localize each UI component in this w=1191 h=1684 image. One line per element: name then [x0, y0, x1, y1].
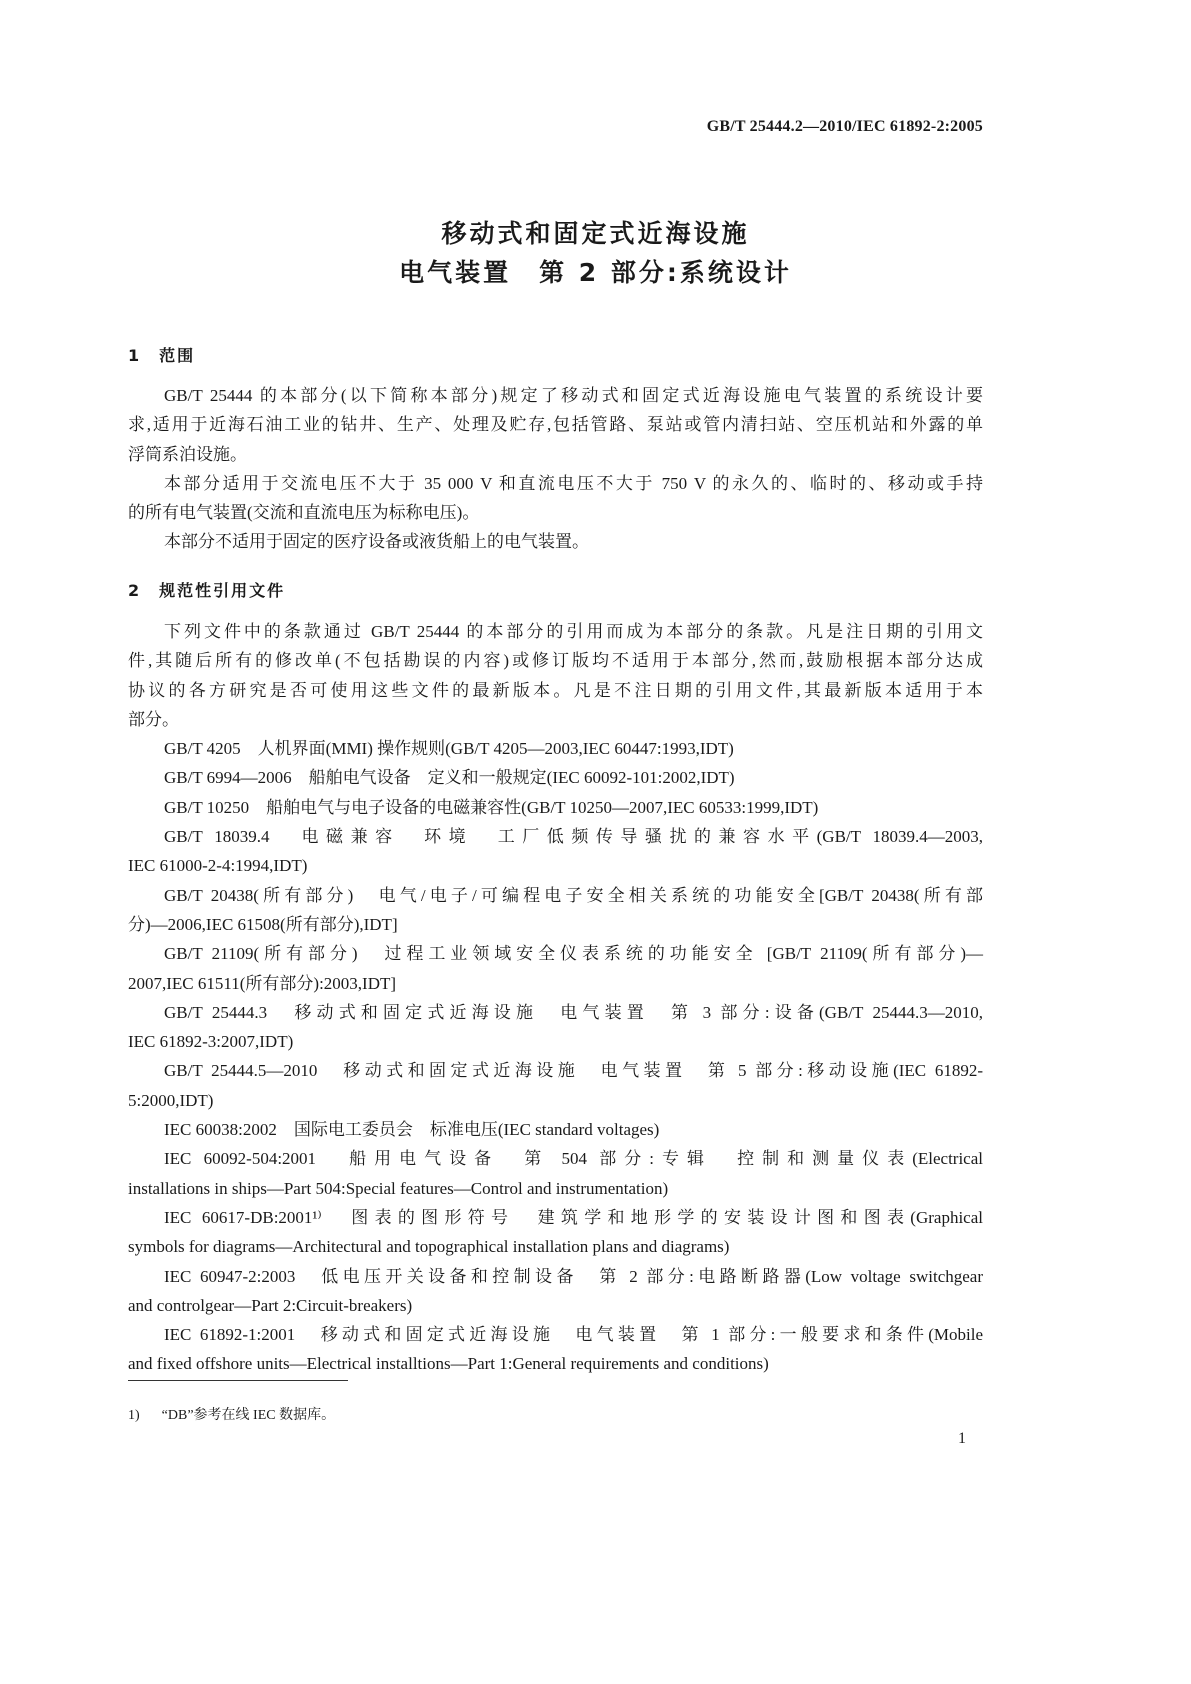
- text-line: IEC 60092-504:2001 船用电气设备 第 504 部分:专辑 控制和测量仪表(Electrical: [164, 1149, 983, 1169]
- section-1-heading: 1 范围: [128, 346, 196, 365]
- text-line: 部分。: [128, 709, 179, 729]
- paragraph: [128, 881, 983, 940]
- footnote-divider: [128, 1380, 348, 1381]
- text-line: IEC 61892-3:2007,IDT): [128, 1032, 294, 1052]
- page-number: 1: [958, 1430, 966, 1447]
- footnote-text: “DB”参考在线 IEC 数据库。: [161, 1408, 336, 1423]
- text-line: IEC 60947-2:2003 低电压开关设备和控制设备 第 2 部分:电路断路器(Low voltage switchgear: [164, 1266, 983, 1286]
- text-line: 5:2000,IDT): [128, 1090, 214, 1110]
- text-line: GB/T 20438(所有部分) 电气/电子/可编程电子安全相关系统的功能安全[GB/T 20438(所有部: [164, 885, 983, 905]
- text-line: GB/T 25444 的本部分(以下简称本部分)规定了移动式和固定式近海设施电气装置的系统设计要: [164, 386, 983, 405]
- paragraph: [128, 1144, 983, 1203]
- text-line: GB/T 21109(所有部分) 过程工业领域安全仪表系统的功能安全 [GB/T 21109(所有部分)—: [164, 944, 983, 964]
- paragraph: [128, 763, 983, 792]
- text-line: 本部分不适用于固定的医疗设备或液货船上的电气装置。: [164, 532, 589, 552]
- text-line: IEC 61000-2-4:1994,IDT): [128, 856, 308, 876]
- text-line: installations in ships—Part 504:Special features—Control and instrumentation): [128, 1178, 669, 1198]
- section-2-body: [128, 617, 983, 1379]
- paragraph: [128, 793, 983, 822]
- text-line: 浮筒系泊设施。: [128, 444, 247, 464]
- text-line: IEC 60038:2002 国际电工委员会 标准电压(IEC standard voltages): [164, 1120, 660, 1140]
- text-line: 件,其随后所有的修改单(不包括勘误的内容)或修订版均不适用于本部分,然而,鼓励根据本部分达成: [128, 651, 983, 671]
- paragraph: [128, 527, 983, 556]
- paragraph: [128, 939, 983, 998]
- text-line: symbols for diagrams—Architectural and topographical installation plans and diagrams): [128, 1237, 730, 1257]
- paragraph: [128, 1203, 983, 1262]
- footnote: [128, 1404, 357, 1424]
- paragraph: [128, 617, 983, 734]
- paragraph: [128, 1262, 983, 1321]
- paragraph: [128, 822, 983, 881]
- text-line: 求,适用于近海石油工业的钻井、生产、处理及贮存,包括管路、泵站或管内清扫站、空压机站和外露的单: [128, 415, 983, 435]
- text-line: 的所有电气装置(交流和直流电压为标称电压)。: [128, 503, 480, 523]
- document-title-line-1: 移动式和固定式近海设施: [441, 219, 750, 248]
- text-line: GB/T 25444.3 移动式和固定式近海设施 电气装置 第 3 部分:设备(GB/T 25444.3—2010,: [164, 1002, 983, 1022]
- paragraph: [128, 1115, 983, 1144]
- text-line: GB/T 6994—2006 船舶电气设备 定义和一般规定(IEC 60092-101:2002,IDT): [164, 768, 735, 788]
- paragraph: [128, 1320, 983, 1379]
- paragraph: [128, 381, 983, 469]
- text-line: 本部分适用于交流电压不大于 35 000 V 和直流电压不大于 750 V 的永久的、临时的、移动或手持: [164, 473, 983, 493]
- footnote-marker: 1): [128, 1408, 140, 1423]
- text-line: GB/T 4205 人机界面(MMI) 操作规则(GB/T 4205—2003,IEC 60447:1993,IDT): [164, 739, 734, 759]
- paragraph: [128, 469, 983, 528]
- section-1-body: [128, 381, 983, 557]
- section-2-heading: 2 规范性引用文件: [128, 581, 286, 600]
- text-line: and fixed offshore units—Electrical installtions—Part 1:General requirements and conditions): [128, 1354, 769, 1374]
- text-line: GB/T 25444.5—2010 移动式和固定式近海设施 电气装置 第 5 部分:移动设施(IEC 61892-: [164, 1061, 983, 1081]
- text-line: IEC 60617-DB:2001¹⁾ 图表的图形符号 建筑学和地形学的安装设计图和图表(Graphical: [164, 1207, 983, 1227]
- paragraph: [128, 998, 983, 1057]
- text-line: IEC 61892-1:2001 移动式和固定式近海设施 电气装置 第 1 部分:一般要求和条件(Mobile: [164, 1325, 983, 1345]
- text-line: 下列文件中的条款通过 GB/T 25444 的本部分的引用而成为本部分的条款。凡是注日期的引用文: [164, 622, 983, 641]
- document-header-code: GB/T 25444.2—2010/IEC 61892-2:2005: [706, 118, 983, 135]
- document-title-line-2: 电气装置 第 2 部分:系统设计: [399, 258, 792, 287]
- text-line: and controlgear—Part 2:Circuit-breakers): [128, 1295, 413, 1315]
- text-line: 2007,IEC 61511(所有部分):2003,IDT]: [128, 973, 397, 993]
- text-line: GB/T 10250 船舶电气与电子设备的电磁兼容性(GB/T 10250—2007,IEC 60533:1999,IDT): [164, 797, 819, 817]
- paragraph: [128, 1056, 983, 1115]
- text-line: 协议的各方研究是否可使用这些文件的最新版本。凡是不注日期的引用文件,其最新版本适用于本: [128, 680, 983, 700]
- paragraph: [128, 734, 983, 763]
- text-line: 分)—2006,IEC 61508(所有部分),IDT]: [128, 914, 398, 934]
- text-line: GB/T 18039.4 电磁兼容 环境 工厂低频传导骚扰的兼容水平(GB/T 18039.4—2003,: [164, 827, 983, 847]
